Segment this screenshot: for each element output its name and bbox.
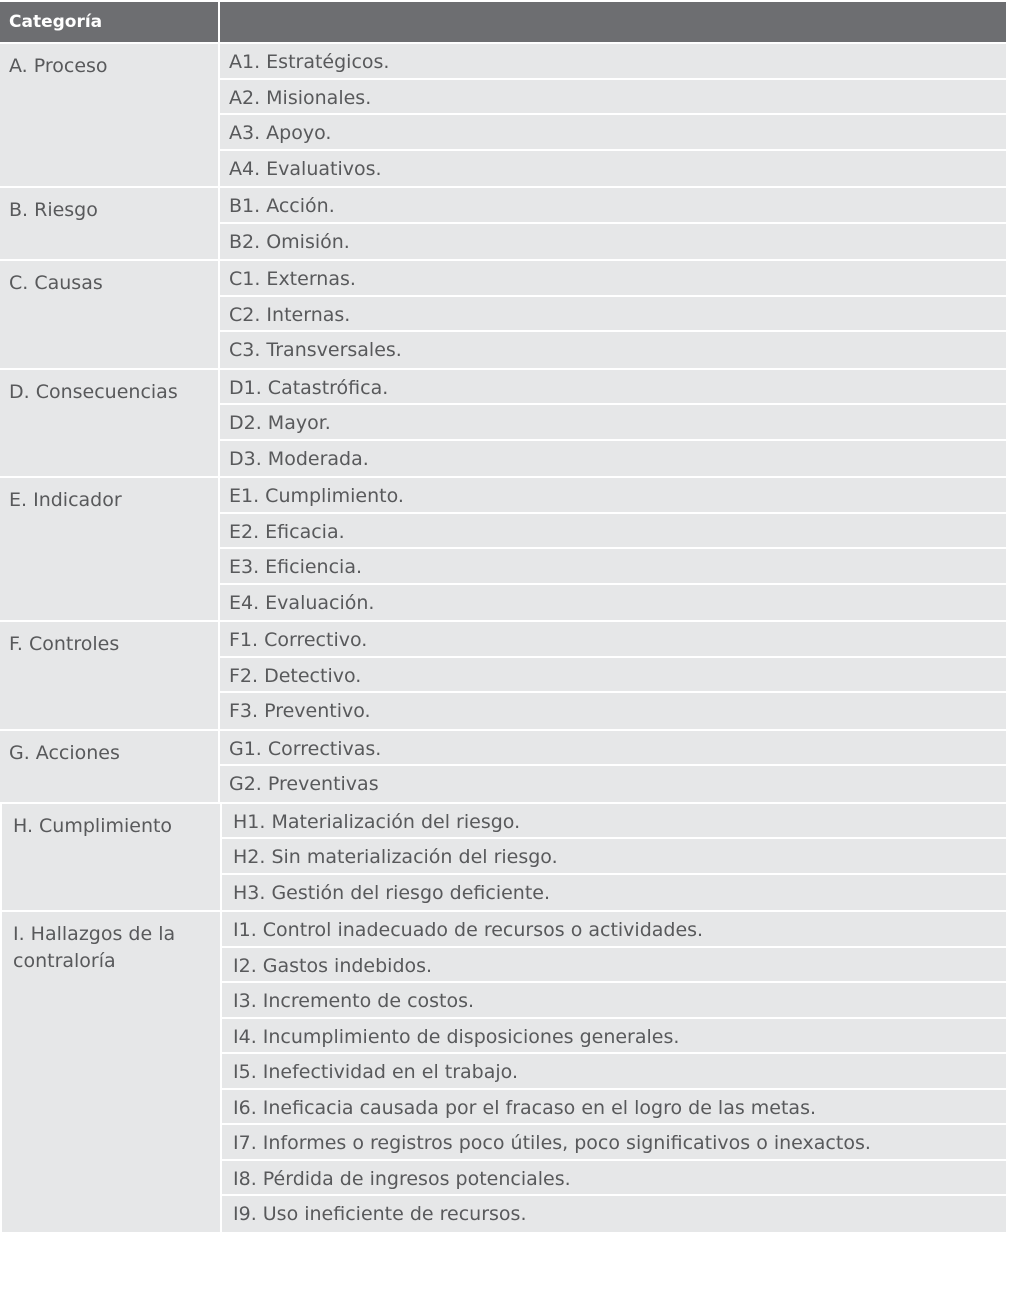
subcategory-cell: I8. Pérdida de ingresos potenciales. (222, 1161, 1006, 1197)
category-table (0, 2, 1006, 1234)
subcategory-cell: A2. Misionales. (220, 80, 1006, 116)
table-row-group (0, 370, 1006, 479)
subcategory-list (220, 731, 1006, 802)
subcategory-cell: I5. Inefectividad en el trabajo. (222, 1054, 1006, 1090)
subcategory-cell: E4. Evaluación. (220, 585, 1006, 621)
subcategory-cell: C3. Transversales. (220, 332, 1006, 368)
subcategory-cell: A3. Apoyo. (220, 115, 1006, 151)
table-row-group (0, 731, 1006, 804)
category-cell: B. Riesgo (0, 188, 220, 259)
subcategory-list (220, 188, 1006, 259)
subcategory-cell: F2. Detectivo. (220, 658, 1006, 694)
subcategory-cell: C1. Externas. (220, 261, 1006, 297)
subcategory-cell: E2. Eficacia. (220, 514, 1006, 550)
subcategory-cell: F3. Preventivo. (220, 693, 1006, 729)
subcategory-cell: B1. Acción. (220, 188, 1006, 224)
category-cell: I. Hallazgos de la contraloría (2, 912, 222, 1232)
subcategory-cell: D2. Mayor. (220, 405, 1006, 441)
category-cell: E. Indicador (0, 478, 220, 620)
subcategory-cell: E1. Cumplimiento. (220, 478, 1006, 514)
subcategory-cell: I1. Control inadecuado de recursos o actividades. (222, 912, 1006, 948)
category-cell: G. Acciones (0, 731, 220, 802)
subcategory-cell: D3. Moderada. (220, 441, 1006, 477)
table-row-group (2, 804, 1006, 913)
subcategory-cell: I2. Gastos indebidos. (222, 948, 1006, 984)
table-row-group (2, 912, 1006, 1234)
table-header (0, 2, 1006, 44)
subcategory-cell: I3. Incremento de costos. (222, 983, 1006, 1019)
subcategory-cell: H2. Sin materialización del riesgo. (222, 839, 1006, 875)
table-row-group (0, 44, 1006, 188)
subcategory-cell: F1. Correctivo. (220, 622, 1006, 658)
subcategory-list (220, 44, 1006, 186)
table-row-group (0, 261, 1006, 370)
subcategory-list (220, 370, 1006, 477)
subcategory-list (220, 261, 1006, 368)
header-category: Categoría (0, 2, 220, 42)
subcategory-cell: E3. Eficiencia. (220, 549, 1006, 585)
subcategory-cell: G1. Correctivas. (220, 731, 1006, 767)
table-body (0, 44, 1006, 1234)
subcategory-cell: I9. Uso ineficiente de recursos. (222, 1196, 1006, 1232)
subcategory-cell: B2. Omisión. (220, 224, 1006, 260)
subcategory-cell: C2. Internas. (220, 297, 1006, 333)
subcategory-cell: D1. Catastrófica. (220, 370, 1006, 406)
category-cell: H. Cumplimiento (2, 804, 222, 911)
subcategory-cell: G2. Preventivas (220, 766, 1006, 802)
subcategory-cell: I4. Incumplimiento de disposiciones generales. (222, 1019, 1006, 1055)
subcategory-cell: I7. Informes o registros poco útiles, poco significativos o inexactos. (222, 1125, 1006, 1161)
category-cell: C. Causas (0, 261, 220, 368)
subcategory-cell: H1. Materialización del riesgo. (222, 804, 1006, 840)
subcategory-cell: A1. Estratégicos. (220, 44, 1006, 80)
category-cell: A. Proceso (0, 44, 220, 186)
category-cell: D. Consecuencias (0, 370, 220, 477)
table-row-group (0, 622, 1006, 731)
subcategory-list (222, 912, 1006, 1232)
header-subcategory (220, 2, 1006, 42)
subcategory-list (220, 622, 1006, 729)
table-row-group (0, 188, 1006, 261)
table-row-group (0, 478, 1006, 622)
subcategory-cell: A4. Evaluativos. (220, 151, 1006, 187)
subcategory-cell: H3. Gestión del riesgo deficiente. (222, 875, 1006, 911)
subcategory-cell: I6. Ineficacia causada por el fracaso en el logro de las metas. (222, 1090, 1006, 1126)
subcategory-list (222, 804, 1006, 911)
subcategory-list (220, 478, 1006, 620)
category-cell: F. Controles (0, 622, 220, 729)
